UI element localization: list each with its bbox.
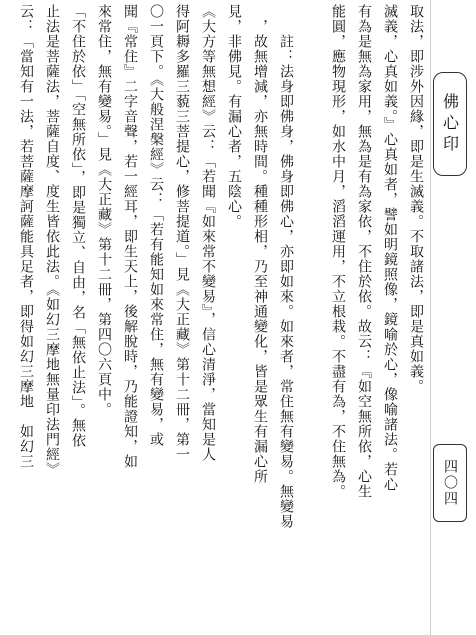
text-column: 〇一頁下。《大般涅槃經》云：「若有能知如來常住，無有變易，或	[148, 4, 164, 447]
text-column: 云：「當知有一法，若菩薩摩訶薩能具足者，即得如幻三摩地 如幻三	[18, 4, 34, 469]
text-column: ，故無增減，亦無時間。種種形相，乃至神通變化，皆是眾生有漏心所	[252, 4, 268, 484]
book-title: 佛心印	[440, 92, 460, 156]
text-column: 有為是無為家用，無為是有為家依，不住於依。故云：『如空無所依，心生	[356, 4, 372, 499]
text-column: 滅義，心真如義。』心真如者，譬如明鏡照像，鏡喻於心，像喻諸法。若心	[382, 4, 398, 492]
page-number: 四〇四	[442, 459, 458, 507]
book-title-tab	[433, 72, 467, 176]
text-column: 註：法身即佛身，佛身即佛心，亦即如來。如來者，常住無有變易。無變易	[278, 4, 294, 529]
text-column: 得阿耨多羅三藐三菩提心，修菩提道。」見《大正藏》第十二冊，第一	[174, 4, 190, 462]
text-column: 《大方等無想經》云：「若聞『如來常不變易』，信心清淨，當知是人	[200, 4, 216, 462]
text-column: 取法，即涉外因緣，即是生滅義。不取諸法，即是真如義。	[408, 4, 424, 394]
text-column: 見，非佛見。有漏心者，五陰心。	[226, 4, 242, 229]
text-column: 「不住於依」「空無所依」，即是獨立、自由，名「無依止法」。無依	[70, 4, 86, 448]
page-number-tab	[433, 444, 467, 522]
text-column: 來常住，無有變易。」見《大正藏》第十二冊，第四〇六頁中。	[96, 4, 112, 417]
text-column: 聞『常住』二字音聲，若一經耳，即生天上，後解脫時，乃能證知，如	[122, 4, 138, 469]
vertical-text-block	[6, 4, 428, 630]
margin-rule	[430, 0, 431, 635]
text-column: 能圓，應物現形，如水中月，滔滔運用，不立根栽。不盡有為，不住無為。	[330, 4, 346, 499]
text-column: 止法是菩薩法，菩薩自度、度生皆依此法。《如幻三摩地無量印法門經》	[44, 4, 60, 477]
